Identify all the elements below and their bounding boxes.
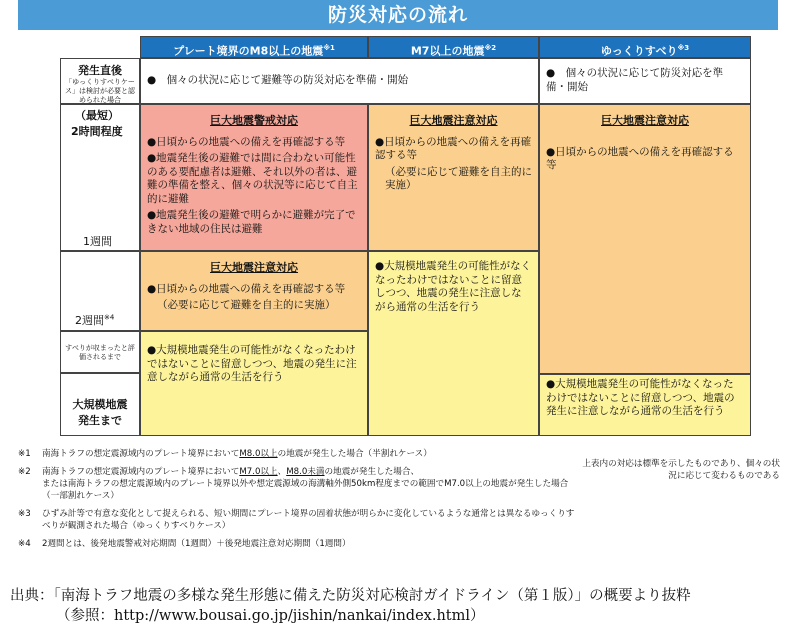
footnote-3-mark: ※3 xyxy=(18,509,31,519)
left-row-2weeks xyxy=(60,251,140,331)
footnote-1-text-a: 南海トラフの想定震源域内のプレート境界において xyxy=(42,449,240,459)
footnote-4 xyxy=(18,538,578,550)
m7-caution-bullet-2: （必要に応じて避難を自主的に実施） xyxy=(385,165,532,191)
header-blank xyxy=(60,36,140,58)
header-m8-mark: ※1 xyxy=(323,44,335,52)
row1-slow-slip xyxy=(539,58,751,104)
footnote-1-underline: M8.0以上 xyxy=(239,449,278,459)
footnotes xyxy=(18,448,578,556)
m8-warning-bullet-3: ●地震発生後の避難で明らかに避難が完了できない地域の住民は避難 xyxy=(147,209,356,235)
left-until-quake-b: 発生まで xyxy=(78,414,122,427)
header-m8 xyxy=(140,36,368,58)
m8-caution-title: 巨大地震注意対応 xyxy=(210,261,298,274)
left-2weeks-mark: ※4 xyxy=(104,313,115,322)
source-citation xyxy=(10,586,790,626)
page-title: 防災対応の流れ xyxy=(18,0,778,30)
slow-after-cell xyxy=(539,374,751,436)
footnote-3 xyxy=(18,508,578,532)
footnote-4-text: 2週間とは、後発地震警戒対応期間（1週間）＋後発地震注意対応期間（1週間） xyxy=(42,539,351,549)
m8-after-text: ●大規模地震発生の可能性がなくなったわけではないことに留意しつつ、地震の発生に注意しながら通常の生活を行う xyxy=(147,344,357,383)
footnote-2-underline-1: M7.0以上 xyxy=(239,467,278,477)
slow-caution-bullet-1: ●日頃からの地震への備えを再確認する等 xyxy=(546,145,734,171)
source-line-2: （参照：http://www.bousai.go.jp/jishin/nankai/index.html） xyxy=(56,608,485,624)
footnote-2-mark: ※2 xyxy=(18,467,31,477)
footnote-2-text-e: または南海トラフの想定震源域内のプレート境界以外や想定震源域の海溝軸外側50km程度までの範囲でM7.0以上の地震が発生した場合（一部割れケース） xyxy=(42,479,569,501)
source-line-1: 出典：「南海トラフ地震の多様な発生形態に備えた防災対応検討ガイドライン（第１版）」の概要より抜粋 xyxy=(10,588,691,604)
footnote-4-mark: ※4 xyxy=(18,539,31,549)
response-flow-table xyxy=(60,36,751,436)
m8-warning-bullet-2: ●地震発生後の避難では間に合わない可能性のある要配慮者は避難、それ以外の者は、避難の準備を整え、個々の状況等に応じて自主的に避難 xyxy=(147,152,358,205)
left-slip-end: すべりが収まったと評価されるまで xyxy=(65,344,135,361)
footnote-2-text-d: の地震が発生した場合、 xyxy=(324,467,420,477)
left-immediate-title: 発生直後 xyxy=(78,64,122,77)
m8-warning-title: 巨大地震警戒対応 xyxy=(210,114,298,127)
slow-caution-cell xyxy=(539,104,751,374)
footnote-2-text-a: 南海トラフの想定震源域内のプレート境界において xyxy=(42,467,240,477)
footnote-1-mark: ※1 xyxy=(18,449,31,459)
footnote-1-text-b: の地震が発生した場合（半割れケース） xyxy=(277,449,432,459)
footnote-2-text-c: 、 xyxy=(277,467,287,477)
m7-after-text: ●大規模地震発生の可能性がなくなったわけではないことに留意しつつ、地震の発生に注意しながら通常の生活を行う xyxy=(375,260,532,313)
m8-caution-cell xyxy=(140,251,368,331)
left-row-1week xyxy=(60,104,140,251)
left-shortest: （最短） xyxy=(75,109,119,122)
left-immediate-note: 「ゆっくりすべりケース」は検討が必要と認められた場合 xyxy=(65,78,135,104)
m8-caution-bullet-1: ●日頃からの地震への備えを再確認する等 xyxy=(147,282,346,295)
slow-after-text: ●大規模地震発生の可能性がなくなったわけではないことに留意しつつ、地震の発生に注意しながら通常の生活を行う xyxy=(546,378,735,417)
row1-slow-slip-text: ● 個々の状況に応じて防災対応を準備・開始 xyxy=(546,67,724,93)
header-slow-slip-label: ゆっくりすべり xyxy=(600,44,678,58)
m8-after-cell xyxy=(140,331,368,436)
m7-caution-cell xyxy=(368,104,539,251)
slow-caution-title: 巨大地震注意対応 xyxy=(601,114,689,127)
m7-after-cell xyxy=(368,251,539,436)
row1-m8-m7-text: ● 個々の状況に応じて避難等の防災対応を準備・開始 xyxy=(147,74,409,87)
header-m7 xyxy=(368,36,539,58)
m7-caution-title: 巨大地震注意対応 xyxy=(409,114,498,127)
footnote-1 xyxy=(18,448,578,460)
left-2weeks: 2週間 xyxy=(75,314,104,327)
m7-caution-bullet-1: ●日頃からの地震への備えを再確認する等 xyxy=(375,135,532,161)
left-row-slip-end xyxy=(60,331,140,373)
m8-warning-cell xyxy=(140,104,368,251)
left-row-immediate xyxy=(60,58,140,104)
header-slow-slip-mark: ※3 xyxy=(677,44,690,52)
footnote-2 xyxy=(18,466,578,502)
row1-m8-m7 xyxy=(140,58,539,104)
side-note: 上表内の対応は標準を示したものであり、個々の状況に応じて変わるものである xyxy=(582,459,780,481)
left-until-quake-a: 大規模地震 xyxy=(72,398,128,411)
left-2hours: 2時間程度 xyxy=(71,125,123,138)
m8-warning-bullet-1: ●日頃からの地震への備えを再確認する等 xyxy=(147,135,346,148)
header-m7-mark: ※2 xyxy=(484,44,497,52)
header-m8-label: プレート境界のM8以上の地震 xyxy=(173,44,324,58)
footnote-2-underline-2: M8.0未満 xyxy=(286,467,325,477)
m8-caution-bullet-2: （必要に応じて避難を自主的に実施） xyxy=(157,299,336,311)
footnote-3-text: ひずみ計等で有意な変化として捉えられる、短い期間にプレート境界の固着状態が明らかに変化しているような通常とは異なるゆっくりすべりが観測された場合（ゆっくりすべりケース） xyxy=(42,509,575,531)
header-m7-label: M7以上の地震 xyxy=(410,44,485,58)
left-row-until-quake xyxy=(60,373,140,436)
header-slow-slip xyxy=(539,36,751,58)
left-1week: 1週間 xyxy=(83,235,112,248)
